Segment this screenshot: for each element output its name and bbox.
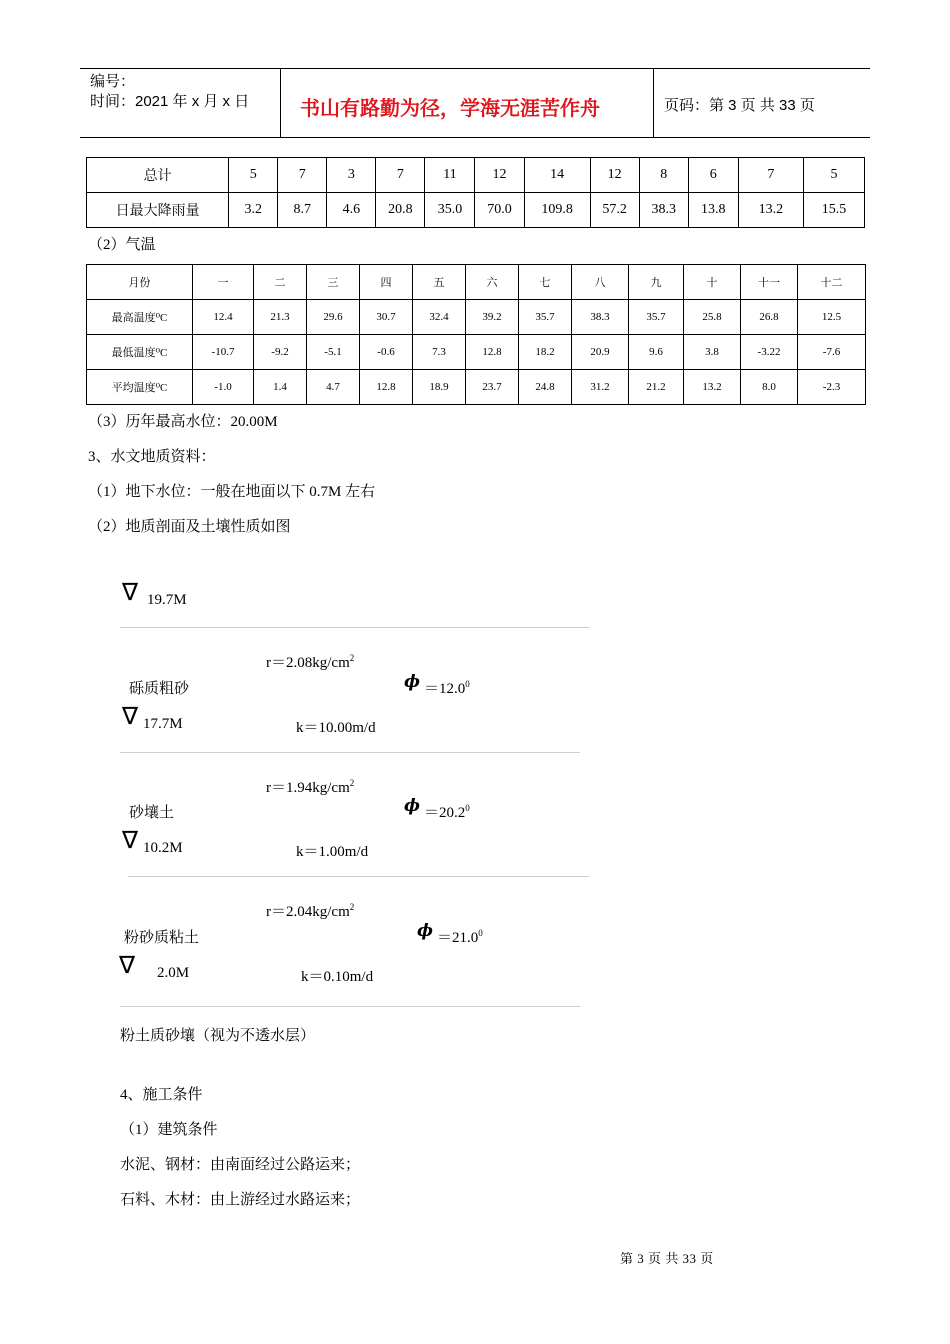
table-cell: 109.8	[524, 193, 590, 228]
table-cell: -9.2	[254, 335, 307, 370]
table-cell: 12	[590, 158, 639, 193]
table-cell: 26.8	[741, 300, 798, 335]
table-cell: 8.7	[278, 193, 327, 228]
row-label: 最低温度⁰C	[87, 335, 193, 370]
building-conditions-heading: （1）建筑条件	[120, 1122, 218, 1138]
row-label: 平均温度⁰C	[87, 370, 193, 405]
table-cell: 5	[803, 158, 864, 193]
layer-boundary-line	[120, 627, 590, 628]
impermeable-layer: 粉土质砂壤（视为不透水层）	[120, 1028, 316, 1044]
table-cell: 7	[738, 158, 803, 193]
table-cell: 57.2	[590, 193, 639, 228]
column-header: 五	[413, 265, 466, 300]
table-cell: 8.0	[741, 370, 798, 405]
table-cell: 31.2	[572, 370, 629, 405]
table-cell: 35.0	[425, 193, 475, 228]
rainfall-table	[86, 157, 865, 228]
table-cell: 5	[229, 158, 278, 193]
layer-boundary-line	[120, 752, 580, 753]
table-cell: 8	[639, 158, 688, 193]
table-cell: -10.7	[193, 335, 254, 370]
table-row	[87, 300, 866, 335]
table-cell: 4.7	[307, 370, 360, 405]
table-cell: 38.3	[572, 300, 629, 335]
table-row	[87, 370, 866, 405]
column-header: 六	[466, 265, 519, 300]
table-cell: 32.4	[413, 300, 466, 335]
table-row	[87, 193, 865, 228]
temperature-heading: （2）气温	[88, 237, 156, 253]
table-cell: 21.2	[629, 370, 684, 405]
section-hydrogeology-title: 3、水文地质资料：	[88, 449, 216, 465]
table-cell: -1.0	[193, 370, 254, 405]
table-cell: -3.22	[741, 335, 798, 370]
layer-density: $r=2.08kg/cm^2$	[266, 653, 355, 671]
table-cell: 13.8	[688, 193, 738, 228]
table-cell: 11	[425, 158, 475, 193]
table-cell: 7.3	[413, 335, 466, 370]
nabla-icon: ∇	[122, 702, 139, 730]
layer-soil-name: 粉砂质粘土	[124, 930, 200, 946]
table-cell: -5.1	[307, 335, 360, 370]
table-row	[87, 335, 866, 370]
profile-intro: （2）地质剖面及土壤性质如图	[88, 519, 291, 535]
table-cell: 18.2	[519, 335, 572, 370]
page-indicator: 页码：第 3 页 共 33 页	[664, 97, 815, 114]
table-cell: 1.4	[254, 370, 307, 405]
table-cell: -7.6	[798, 335, 866, 370]
layer-permeability: k＝10.00m/d	[296, 720, 376, 736]
table-cell: 12.8	[360, 370, 413, 405]
table-cell: 20.8	[376, 193, 425, 228]
table-cell: 38.3	[639, 193, 688, 228]
table-cell: -2.3	[798, 370, 866, 405]
column-header: 九	[629, 265, 684, 300]
elevation-top: 19.7M	[147, 592, 187, 608]
temperature-table	[86, 264, 866, 405]
nabla-icon: ∇	[122, 578, 139, 606]
layer-density: $r=1.94kg/cm^2$	[266, 778, 355, 796]
table-cell: 12.8	[466, 335, 519, 370]
table-cell: 18.9	[413, 370, 466, 405]
table-cell: 12.4	[193, 300, 254, 335]
layer-permeability: k＝1.00m/d	[296, 844, 369, 860]
table-cell: 12.5	[798, 300, 866, 335]
table-cell: 15.5	[803, 193, 864, 228]
row-label: 总计	[87, 158, 229, 193]
table-cell: 24.8	[519, 370, 572, 405]
table-cell: 7	[278, 158, 327, 193]
groundwater-level: （1）地下水位：一般在地面以下 0.7M 左右	[88, 484, 376, 500]
table-cell: 35.7	[519, 300, 572, 335]
header-motto: 书山有路勤为径，学海无涯苦作舟	[300, 98, 600, 120]
row-label: 日最大降雨量	[87, 193, 229, 228]
row-label: 最高温度⁰C	[87, 300, 193, 335]
phi-icon: ϕ	[404, 672, 421, 692]
column-header: 十	[684, 265, 741, 300]
layer-elevation: 10.2M	[143, 840, 183, 856]
table-cell: -0.6	[360, 335, 413, 370]
column-header: 十一	[741, 265, 798, 300]
phi-icon: ϕ	[404, 796, 421, 816]
table-row	[87, 158, 865, 193]
table-cell: 39.2	[466, 300, 519, 335]
layer-boundary-line	[128, 876, 589, 877]
table-cell: 4.6	[327, 193, 376, 228]
table-cell: 21.3	[254, 300, 307, 335]
table-cell: 7	[376, 158, 425, 193]
column-header: 七	[519, 265, 572, 300]
table-cell: 30.7	[360, 300, 413, 335]
layer-permeability: k＝0.10m/d	[301, 969, 374, 985]
column-header: 十二	[798, 265, 866, 300]
table-cell: 12	[475, 158, 524, 193]
max-water-level: （3）历年最高水位：20.00M	[88, 414, 278, 430]
layer-friction-angle: $=21.0^0$	[437, 928, 483, 946]
table-cell: 20.9	[572, 335, 629, 370]
cement-steel-transport: 水泥、钢材：由南面经过公路运来；	[120, 1157, 361, 1173]
table-cell: 29.6	[307, 300, 360, 335]
doc-time-label: 时间：2021 年 x 月 x 日	[90, 93, 250, 110]
table-cell: 25.8	[684, 300, 741, 335]
header-divider	[280, 69, 281, 137]
doc-number-label: 编号：	[90, 73, 136, 90]
phi-icon: ϕ	[417, 921, 434, 941]
section-construction-title: 4、施工条件	[120, 1087, 203, 1103]
column-header: 三	[307, 265, 360, 300]
table-cell: 6	[688, 158, 738, 193]
column-header: 四	[360, 265, 413, 300]
column-header: 月份	[87, 265, 193, 300]
layer-density: $r=2.04kg/cm^2$	[266, 902, 355, 920]
layer-soil-name: 砂壤土	[129, 805, 175, 821]
layer-friction-angle: $=12.0^0$	[424, 679, 470, 697]
table-cell: 23.7	[466, 370, 519, 405]
layer-elevation: 2.0M	[157, 965, 190, 981]
table-cell: 35.7	[629, 300, 684, 335]
nabla-icon: ∇	[119, 951, 136, 979]
table-cell: 70.0	[475, 193, 524, 228]
table-header-row	[87, 265, 866, 300]
page-footer: 第 3 页 共 33 页	[620, 1251, 714, 1266]
table-cell: 3.8	[684, 335, 741, 370]
nabla-icon: ∇	[122, 826, 139, 854]
header-divider	[653, 69, 654, 137]
column-header: 二	[254, 265, 307, 300]
stone-timber-transport: 石料、木材：由上游经过水路运来；	[120, 1192, 361, 1208]
layer-soil-name: 砾质粗砂	[129, 681, 190, 697]
table-cell: 14	[524, 158, 590, 193]
table-cell: 13.2	[738, 193, 803, 228]
layer-elevation: 17.7M	[143, 716, 183, 732]
column-header: 一	[193, 265, 254, 300]
layer-friction-angle: $=20.2^0$	[424, 803, 470, 821]
layer-boundary-line	[120, 1006, 580, 1007]
table-cell: 3	[327, 158, 376, 193]
table-cell: 3.2	[229, 193, 278, 228]
column-header: 八	[572, 265, 629, 300]
table-cell: 13.2	[684, 370, 741, 405]
table-cell: 9.6	[629, 335, 684, 370]
